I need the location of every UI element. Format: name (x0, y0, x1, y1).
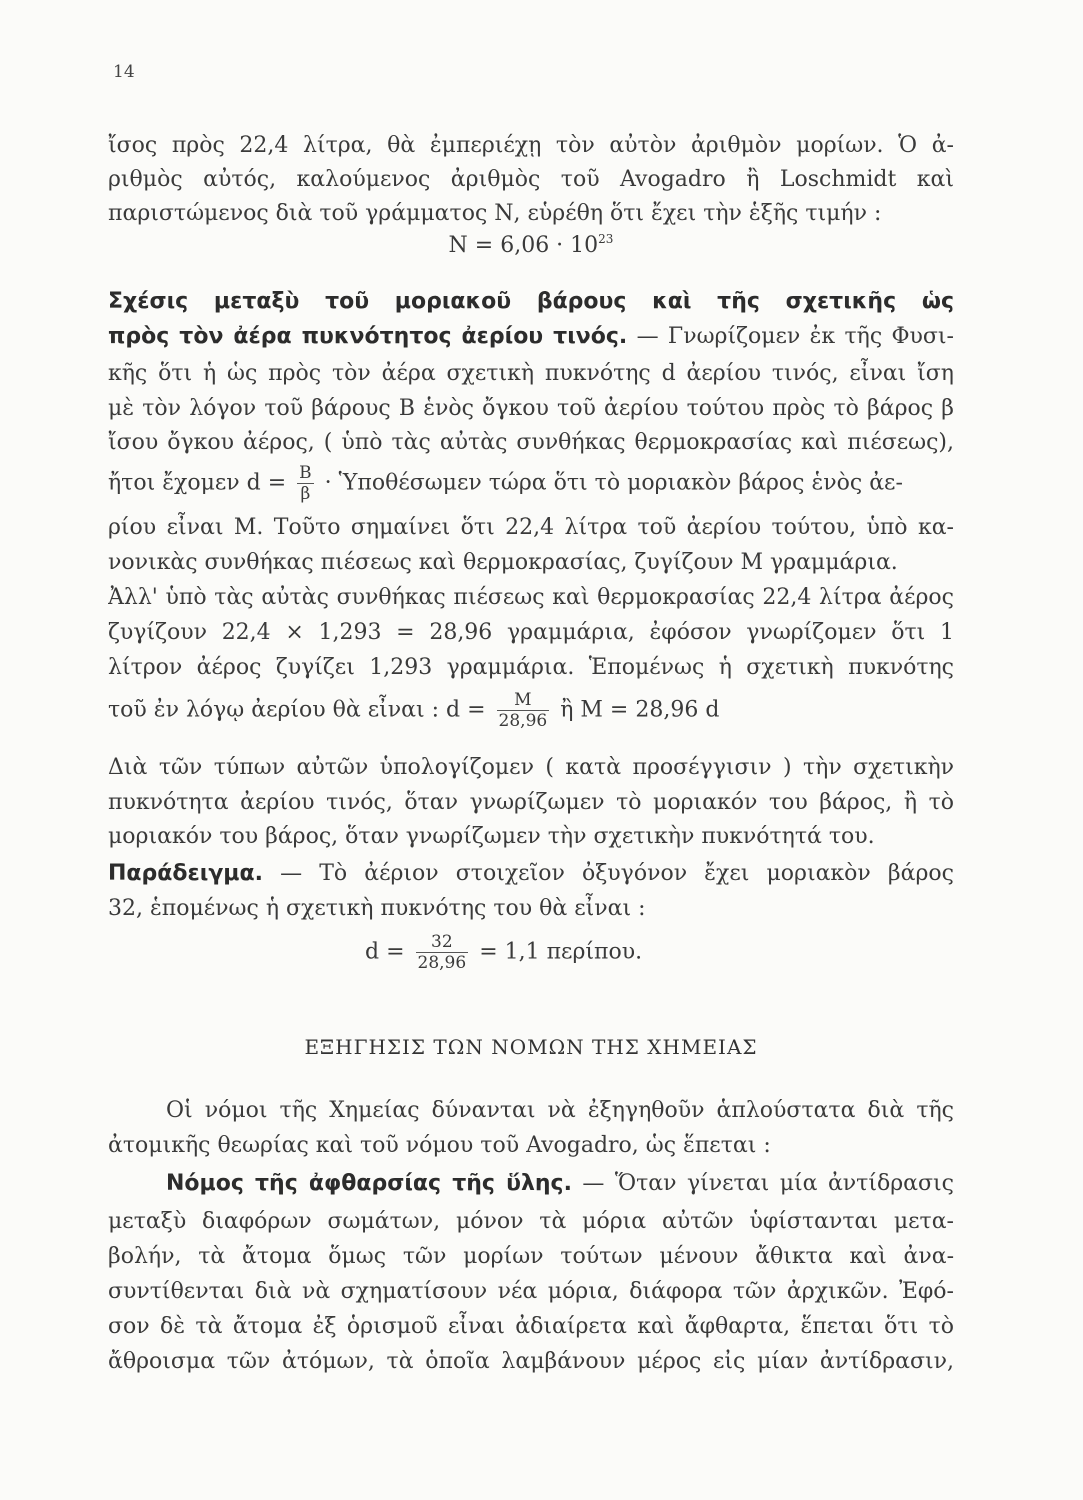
text-line: ἄθροισμα τῶν ἀτόμων, τὰ ὁποῖα λαμβάνουν μέρος εἰς μίαν ἀντίδρασιν, (108, 1349, 954, 1374)
text-line: ριθμὸς αὐτός, καλούμενος ἀριθμὸς τοῦ Avogadro ἢ Loschmidt καὶ (108, 167, 954, 192)
text-line: πυκνότητα ἀερίου τινός, ὅταν γνωρίζωμεν τὸ μοριακόν του βάρος, ἢ τὸ (108, 790, 954, 815)
example-formula (365, 932, 642, 973)
formula-text: N = 6,06 · 10 (448, 233, 599, 258)
text-span: · Ὑποθέσωμεν τώρα ὅτι τὸ μοριακὸν βάρος ἑνὸς ἀε- (324, 470, 903, 496)
fraction-denominator: 28,96 (498, 711, 548, 731)
text-span: τοῦ ἐν λόγῳ ἀερίου θὰ εἶναι : d = (108, 697, 486, 723)
text-span: — Ὅταν γίνεται μία ἀντίδρασις (571, 1171, 954, 1196)
text-line: κῆς ὅτι ἡ ὡς πρὸς τὸν ἀέρα σχετικὴ πυκνότης d ἀερίου τινός, εἶναι ἴση (108, 361, 954, 386)
text-line: λίτρον ἀέρος ζυγίζει 1,293 γραμμάρια. Ἑπομένως ἡ σχετικὴ πυκνότης (108, 655, 954, 680)
example-heading: Παράδειγμα. (108, 861, 263, 886)
text-span: = 1,1 περίπου. (479, 939, 643, 965)
text-line: ζυγίζουν 22,4 × 1,293 = 28,96 γραμμάρια, ἐφόσον γνωρίζομεν ὅτι 1 (108, 620, 954, 645)
fraction-numerator: 32 (431, 932, 453, 952)
section-subheading: Σχέσις μεταξὺ τοῦ μοριακοῦ βάρους καὶ τῆς σχετικῆς ὡς (108, 289, 954, 314)
text-line: σον δὲ τὰ ἄτομα ἐξ ὁρισμοῦ εἶναι ἀδιαίρετα καὶ ἄφθαρτα, ἕπεται ὅτι τὸ (108, 1314, 954, 1339)
formula-exponent: 23 (598, 232, 614, 246)
text-line: συντίθενται διὰ νὰ σχηματίσουν νέα μόρια, διάφορα τῶν ἀρχικῶν. Ἐφό- (108, 1279, 954, 1304)
fraction-denominator: β (297, 483, 314, 504)
text-line: ἴσου ὄγκου ἀέρος, ( ὑπὸ τὰς αὐτὰς συνθήκας θερμοκρασίας καὶ πιέσεως), (108, 430, 954, 455)
fraction-b-over-beta (297, 463, 314, 504)
text-line: παριστώμενος διὰ τοῦ γράμματος Ν, εὑρέθη ὅτι ἔχει τὴν ἑξῆς τιμήν : (108, 201, 882, 226)
text-line: ρίου εἶναι Μ. Τοῦτο σημαίνει ὅτι 22,4 λίτρα τοῦ ἀερίου τούτου, ὑπὸ κα- (108, 515, 954, 540)
text-line: μοριακόν του βάρος, ὅταν γνωρίζωμεν τὴν σχετικὴν πυκνότητά του. (108, 824, 875, 849)
text-line: Ἀλλ' ὑπὸ τὰς αὐτὰς συνθήκας πιέσεως καὶ θερμοκρασίας 22,4 λίτρα ἀέρος (108, 585, 954, 610)
fraction-line (108, 463, 954, 504)
text-line: Διὰ τῶν τύπων αὐτῶν ὑπολογίζομεν ( κατὰ προσέγγισιν ) τὴν σχετικὴν (108, 755, 954, 780)
text-line: ἴσος πρὸς 22,4 λίτρα, θὰ ἐμπεριέχῃ τὸν αὐτὸν ἀριθμὸν μορίων. Ὁ ἀ- (108, 133, 954, 158)
text-line (108, 321, 954, 352)
text-span: Οἱ νόμοι τῆς Χημείας δύνανται νὰ ἐξηγηθοῦν ἁπλούστατα διὰ τῆς (166, 1098, 954, 1123)
text-line: 32, ἑπομένως ἡ σχετικὴ πυκνότης του θὰ εἶναι : (108, 896, 646, 921)
text-line (108, 1095, 954, 1126)
fraction-32-over-2896 (416, 932, 469, 973)
text-line (108, 1168, 954, 1199)
text-line (108, 858, 954, 889)
text-span: ἤτοι ἔχομεν d = (108, 470, 287, 496)
avogadro-formula (108, 232, 954, 258)
text-line: μεταξὺ διαφόρων σωμάτων, μόνον τὰ μόρια αὐτῶν ὑφίστανται μετα- (108, 1209, 954, 1234)
text-line: βολήν, τὰ ἄτομα ὅμως τῶν μορίων τούτων μένουν ἄθικτα καὶ ἀνα- (108, 1244, 954, 1269)
chapter-heading: ΕΞΗΓΗΣΙΣ ΤΩΝ ΝΟΜΩΝ ΤΗΣ ΧΗΜΕΙΑΣ (304, 1035, 758, 1059)
text-line: νονικὰς συνθήκας πιέσεως καὶ θερμοκρασίας, ζυγίζουν Μ γραμμάρια. (108, 550, 898, 575)
fraction-denominator: 28,96 (417, 953, 467, 973)
text-span: — Γνωρίζομεν ἐκ τῆς Φυσι- (627, 324, 954, 349)
subheading-continued: πρὸς τὸν ἀέρα πυκνότητος ἀερίου τινός. (108, 324, 628, 349)
page-number: 14 (113, 62, 135, 82)
fraction-line (108, 690, 719, 731)
text-span: — Τὸ ἀέριον στοιχεῖον ὀξυγόνον ἔχει μοριακὸν βάρος (262, 861, 954, 886)
text-span: d = (365, 939, 405, 965)
fraction-numerator: M (514, 690, 532, 710)
text-line: μὲ τὸν λόγον τοῦ βάρους Β ἑνὸς ὄγκου τοῦ ἀερίου τούτου πρὸς τὸ βάρος β (108, 396, 954, 421)
law-heading: Νόμος τῆς ἀφθαρσίας τῆς ὕλης. (166, 1171, 572, 1196)
text-line: ἀτομικῆς θεωρίας καὶ τοῦ νόμου τοῦ Avogadro, ὡς ἕπεται : (108, 1133, 771, 1158)
fraction-m-over-2896 (497, 690, 550, 731)
text-span: ἢ Μ = 28,96 d (560, 697, 720, 723)
fraction-numerator: B (299, 463, 312, 483)
